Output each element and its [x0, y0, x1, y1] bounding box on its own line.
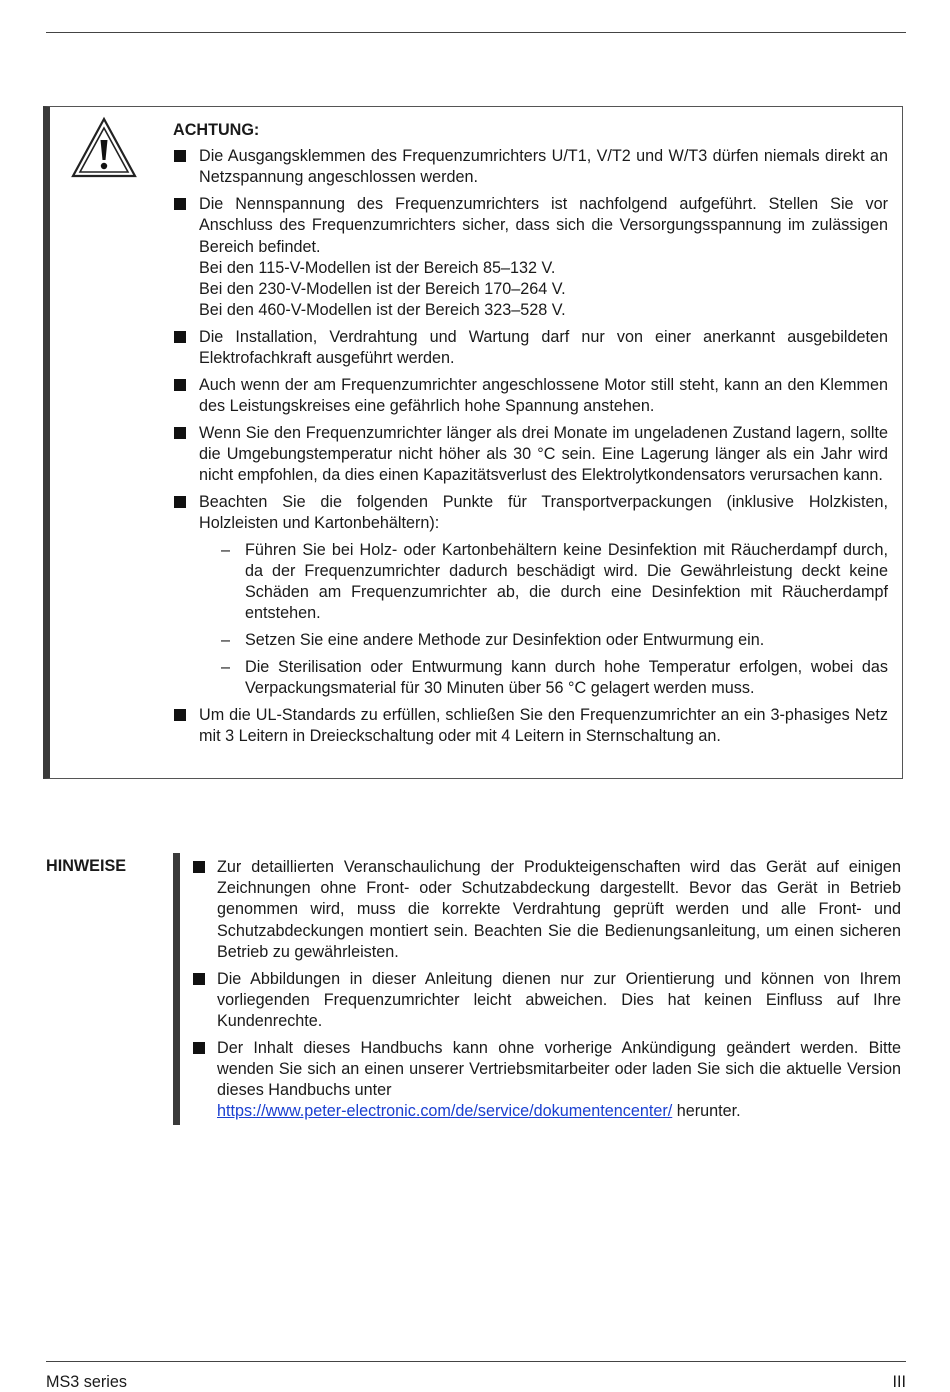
notes-bar [173, 853, 180, 1125]
note-item: Die Abbildungen in dieser Anleitung dienen nur zur Orientierung und können von Ihrem vorliegenden Frequenzumrichter leicht abweichen. Dies hat keinen Einfluss auf Ihre Kundenrechte. [192, 969, 901, 1033]
bullet-square-icon [174, 198, 186, 210]
voltage-line: Bei den 230-V-Modellen ist der Bereich 170–264 V. [199, 279, 566, 298]
warning-content [173, 120, 888, 752]
warning-sub-item: – Setzen Sie eine andere Methode zur Desinfektion oder Entwurmung ein. [173, 630, 888, 651]
dash-bullet: – [221, 630, 231, 649]
bullet-square-icon [193, 861, 205, 873]
note-item: Der Inhalt dieses Handbuchs kann ohne vorherige Ankündigung geändert werden. Bitte wenden Sie sich an einen unserer Vertriebsmitarbeiter oder laden Sie sich die aktuelle Version dieses Handbuchs unter https://www.peter-electronic.com/de/service/dokumentencenter/ herunter. [192, 1038, 901, 1123]
warning-item: Die Ausgangsklemmen des Frequenzumrichters U/T1, V/T2 und W/T3 dürfen niemals direkt an Netzspannung angeschlossen werden. [173, 146, 888, 188]
warning-item: Auch wenn der am Frequenzumrichter angeschlossene Motor still steht, kann an den Klemmen des Leistungskreises eine gefährlich hohe Spannung anstehen. [173, 375, 888, 417]
notes-content [192, 857, 901, 1128]
bullet-square-icon [174, 379, 186, 391]
warning-sub-item: – Die Sterilisation oder Entwurmung kann durch hohe Temperatur erfolgen, wobei das Verpackungsmaterial für 30 Minuten über 56 °C gelagert werden muss. [221, 657, 888, 697]
header-rule [46, 32, 906, 33]
warning-item: Um die UL-Standards zu erfüllen, schließen Sie den Frequenzumrichter an ein 3-phasiges Netz mit 3 Leitern in Dreieckschaltung oder mit 4 Leitern in Sternschaltung an. [173, 705, 888, 747]
voltage-line: Bei den 460-V-Modellen ist der Bereich 323–528 V. [199, 301, 566, 320]
bullet-square-icon [193, 973, 205, 985]
bullet-square-icon [174, 150, 186, 162]
bullet-square-icon [174, 331, 186, 343]
warning-item: Die Nennspannung des Frequenzumrichters ist nachfolgend aufgeführt. Stellen Sie vor Anschluss des Frequenzumrichters sicher, dass sich die Versorgungsspannung im zulässigen Bereich befindet. Bei den 115-V-Modellen ist der Bereich 85–132 V. Bei den 230-V-Modellen ist der Bereich 170–264 V. Bei den 460-V-Modellen ist der Bereich 323–528 V. [173, 194, 888, 321]
dash-bullet: – [221, 540, 231, 559]
warning-sub-item: – Führen Sie bei Holz- oder Kartonbehältern keine Desinfektion mit Räucherdampf durch, da der Frequenzumrichter dadurch beschädigt wird. Die Gewährleistung deckt keine Schäden am Frequenzumrichter ab, die durch eine Desinfektion mit Räucherdampf entstehen. [221, 540, 888, 623]
notes-label: HINWEISE [46, 857, 127, 875]
warning-item: Die Installation, Verdrahtung und Wartung darf nur von einer anerkannt ausgebildeten Elektrofachkraft ausgeführt werden. [173, 327, 888, 369]
bullet-square-icon [193, 1042, 205, 1054]
warning-item: Beachten Sie die folgenden Punkte für Transportverpackungen (inklusive Holzkisten, Holzleisten und Kartonbehältern): [173, 492, 888, 534]
document-center-link[interactable]: https://www.peter-electronic.com/de/service/dokumentencenter/ [217, 1102, 673, 1121]
warning-box [43, 106, 903, 779]
dash-bullet: – [221, 657, 231, 676]
footer-page-number: III [892, 1373, 906, 1391]
note-item: Zur detaillierten Veranschaulichung der Produkteigenschaften wird das Gerät auf einigen Zeichnungen ohne Front- oder Schutzabdeckung dargestellt. Bevor das Gerät in Betrieb genommen wird, muss die korrekte Verdrahtung geprüft werden und alle Front- und Schutzabdeckungen montiert sein. Beachten Sie die Bedienungsanleitung, um einen sicheren Betrieb zu gewährleisten. [192, 857, 901, 963]
voltage-line: Bei den 115-V-Modellen ist der Bereich 85–132 V. [199, 258, 556, 277]
bullet-square-icon [174, 709, 186, 721]
warning-triangle-icon [70, 116, 138, 180]
warning-item: Wenn Sie den Frequenzumrichter länger als drei Monate im ungeladenen Zustand lagern, sollte die Umgebungstemperatur nicht höher als 30 °C sein. Eine Lagerung länger als ein Jahr wird nicht empfohlen, da dies einen Kapazitätsverlust des Elektrolytkondensators verursachen kann. [173, 423, 888, 487]
bullet-square-icon [174, 496, 186, 508]
footer-series: MS3 series [46, 1373, 127, 1391]
footer-rule [46, 1361, 906, 1362]
warning-heading: ACHTUNG: [173, 121, 260, 139]
bullet-square-icon [174, 427, 186, 439]
